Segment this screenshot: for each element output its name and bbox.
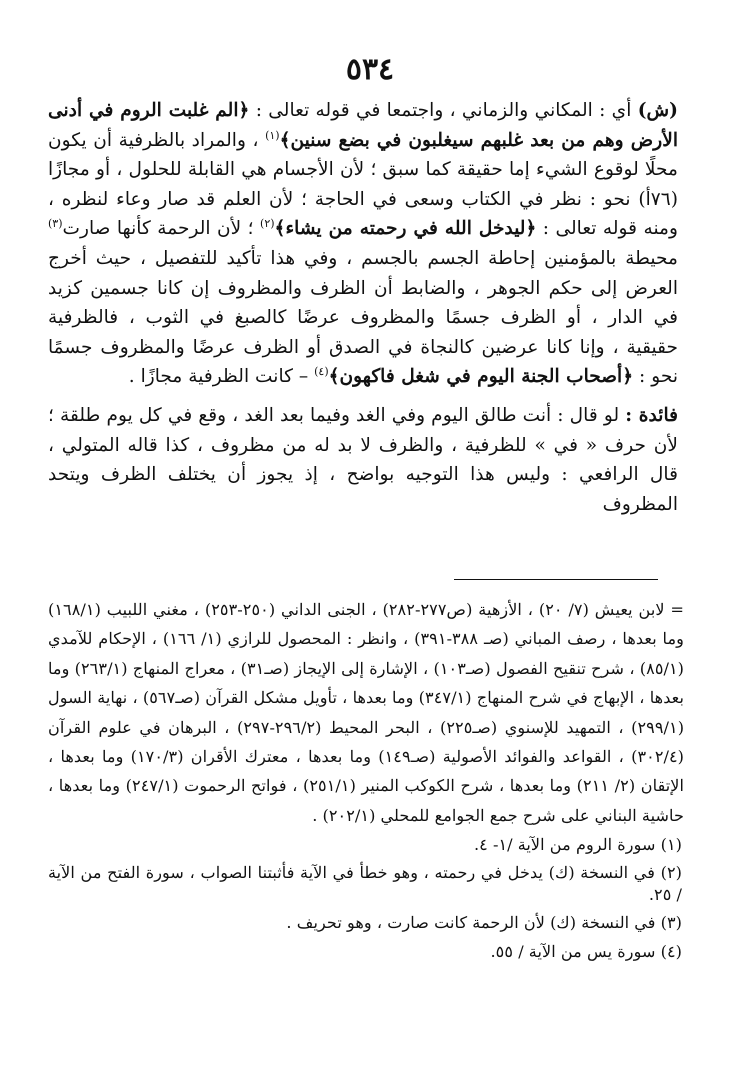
quran-quote: ﴿ليدخل الله في رحمته من يشاء﴾	[274, 218, 537, 240]
text-segment: – كانت الظرفية مجازًا .	[128, 366, 315, 388]
footnotes	[48, 595, 684, 966]
main-text	[48, 96, 678, 519]
text-segment: محيطة بالمؤمنين إحاطة الجسم بالجسم ، وفي هذا تأكيد للتفصيل ، حيث أخرج العرض إلى حكم الجوهر ، والضابط أن الظرف والمظروف إن كانا جسمين كزيد في الدار ، أو الظرف جسمًا والمظروف عرضًا كالصبغ في الثوب ، فالظرفية حقيقية ، وإنا كانا عرضين كالنجاة في الصدق أو الظرف عرضًا والمظروف جسمًا نحو :	[48, 247, 678, 388]
footnote-3: (٣) في النسخة (ك) لأن الرحمة كانت صارت ، وهو تحريف .	[286, 912, 682, 932]
benefit-paragraph	[48, 401, 678, 519]
footnote-ref: (٣)	[48, 217, 63, 231]
footnote-continuation: = لابن يعيش (٧/ ٢٠) ، الأزهية (ص٢٧٧-٢٨٢) ، الجنى الداني (٢٥٠-٢٥٣) ، مغني اللبيب (١٦٨/١) وما بعدها ، رصف المباني (صـ ٣٨٨-٣٩١) ، وانظر : المحصول للرازي (١/ ١٦٦) ، الإحكام للآمدي (٨٥/١) ، شرح تنقيح الفصول (صـ١٠٣) ، الإشارة إلى الإيجاز (صـ٣١) ، معراج المنهاج (٢٦٣/١) وما بعدها ، الإبهاج في شرح المنهاج (٣٤٧/١) وما بعدها ، تأويل مشكل القرآن (صـ٥٦٧) ، نهاية السول (٢٩٩/١) ، التمهيد للإسنوي (صـ٢٢٥) ، البحر المحيط (٢٩٦/٢-٢٩٧) ، البرهان في علوم القرآن (٣٠٢/٤) ، القواعد والفوائد الأصولية (صـ١٤٩) وما بعدها ، معترك الأقران (١٧٠/٣) وما بعدها ، الإتقان (٢/ ٢١١) وما بعدها ، شرح الكوكب المنير (٢٥١/١) ، فواتح الرحموت (٢٤٧/١) وما بعدها ، حاشية البناني على شرح جمع الجوامع للمحلي (٢٠٢/١) .	[48, 600, 685, 825]
benefit-label: فائدة :	[625, 404, 678, 426]
page-number: ٥٣٤	[345, 52, 395, 87]
footnote-4: (٤) سورة يس من الآية / ٥٥.	[490, 942, 682, 962]
footnote-2: (٢) في النسخة (ك) يدخل في رحمته ، وهو خطأ في الآية فأثبتنا الصواب ، سورة الفتح من الآية / ٢٥.	[48, 862, 682, 904]
footnote-1: (١) سورة الروم من الآية /١- ٤.	[473, 835, 682, 855]
main-paragraph	[48, 96, 678, 392]
quran-quote: ﴿الم غلبت الروم في أدنى الأرض وهم من بعد غلبهم سيغلبون في بضع سنين﴾	[48, 100, 678, 151]
footnote-ref: (٤)	[314, 365, 329, 379]
footnote-separator	[454, 579, 658, 580]
text-segment: لو قال : أنت طالق اليوم وفي الغد وفيما بعد الغد ، وقع في كل يوم طلقة ؛ لأن حرف « في » للظرفية ، والظرف لا بد له من مظروف ، كذا قاله المتولي ، قال الرافعي : وليس هذا التوجيه بواضح ، إذ يجوز أن يختلف الظرف ويتحد المظروف	[48, 404, 678, 515]
quran-quote: ﴿أصحاب الجنة اليوم في شغل فاكهون﴾	[328, 366, 634, 388]
text-segment: ، والمراد بالظرفية أن يكون محلًا لوقوع الشيء إما حقيقة كما سبق ؛ لأن الأجسام هي القابلة للحلول ، أو مجازًا (٧٦أ) نحو : نظر في الكتاب وسعى في الحاجة ؛ لأن العلم قد صار وعاء لنظره ، ومنه قوله تعالى :	[48, 129, 678, 240]
text-segment: أي : المكاني والزماني ، واجتمعا في قوله تعالى :	[249, 100, 638, 121]
text-segment: ؛ لأن الرحمة كأنها صارت	[62, 218, 261, 240]
sharh-marker: (ش)	[637, 100, 678, 121]
footnote-ref: (٢)	[260, 217, 275, 231]
footnote-ref: (١)	[265, 128, 280, 142]
